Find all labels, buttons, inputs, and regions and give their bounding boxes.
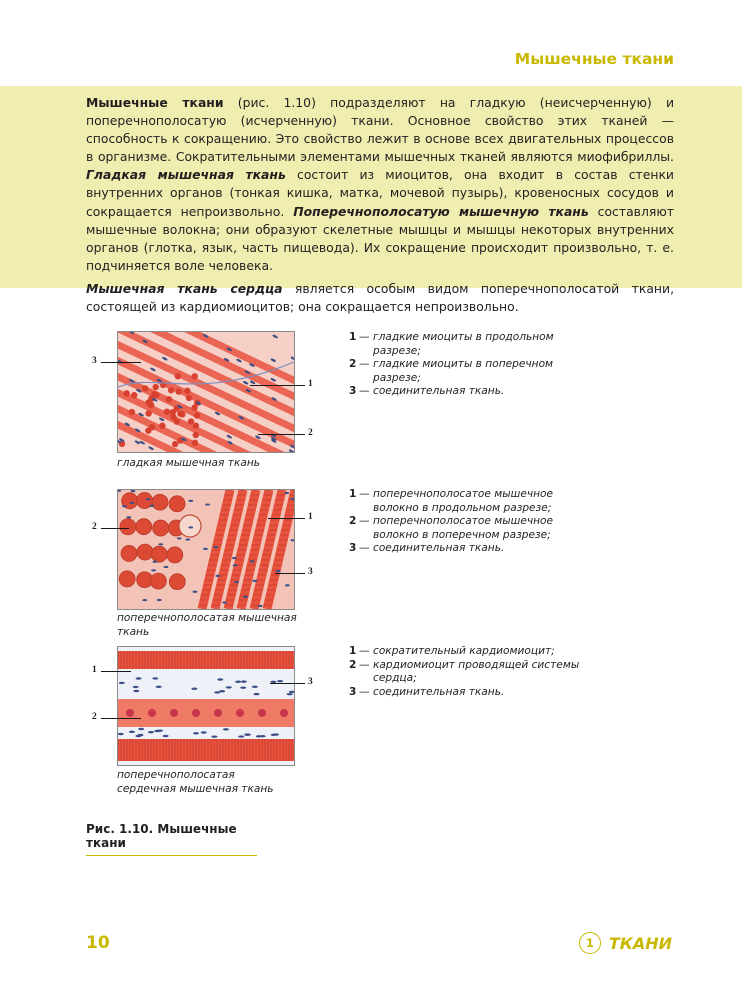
legend-dash: — xyxy=(359,542,370,554)
nucleus xyxy=(154,730,160,732)
nucleus xyxy=(240,687,246,689)
nucleus xyxy=(213,546,218,548)
legend-number: 3 xyxy=(349,685,357,698)
legend-number: 3 xyxy=(349,385,357,397)
nucleus xyxy=(138,728,144,730)
nucleus xyxy=(203,548,208,550)
fig1-leader-1 xyxy=(250,385,305,386)
fiber-cross-section xyxy=(119,571,135,587)
fig3-caption: поперечнополосатая сердечная мышечная ткань xyxy=(117,769,274,795)
vessel xyxy=(179,515,201,537)
nucleus xyxy=(285,584,290,586)
nucleus xyxy=(146,498,151,500)
cross-section-cell xyxy=(192,373,198,379)
fig2-leader-1 xyxy=(268,518,305,519)
nucleus xyxy=(238,735,244,737)
cross-section-cell xyxy=(131,392,137,398)
cross-section-cell xyxy=(170,409,176,415)
legend-item xyxy=(349,358,589,385)
legend-item xyxy=(349,331,589,358)
nucleus xyxy=(129,731,135,733)
fig3-leader-2 xyxy=(101,718,141,719)
fig2-legend xyxy=(349,488,589,556)
fiber-cross-section xyxy=(169,574,185,590)
cross-section-cell xyxy=(151,391,157,397)
cross-section-cell xyxy=(129,409,135,415)
legend-number: 2 xyxy=(349,358,357,370)
nucleus xyxy=(191,688,197,690)
nucleus xyxy=(258,605,263,607)
nucleus xyxy=(232,557,237,559)
fig2-leader-3 xyxy=(275,573,305,574)
intro-run: Поперечнополосатую мышечную ткань xyxy=(293,203,589,219)
fig3-leader-1 xyxy=(101,671,131,672)
nucleus xyxy=(217,678,223,680)
conducting-nucleus xyxy=(170,709,178,717)
cross-section-cell xyxy=(164,408,170,414)
cross-section-cell xyxy=(175,388,181,394)
cross-section-cell xyxy=(149,424,155,430)
legend-text: соединительная ткань. xyxy=(373,542,505,554)
legend-dash: — xyxy=(359,331,370,343)
fig1-caption: гладкая мышечная ткань xyxy=(117,457,261,469)
nucleus xyxy=(276,570,281,572)
cross-section-cell xyxy=(192,440,198,446)
nucleus xyxy=(243,596,248,598)
fig2-caption: поперечнополосатая мышечная ткань xyxy=(117,612,297,638)
intro-run: является особым видом поперечнополосатой ткани, состоящей из кардиомиоцитов; она сокращается непроизвольно. xyxy=(86,280,675,315)
nucleus xyxy=(234,581,239,583)
nucleus xyxy=(192,591,197,593)
nucleus xyxy=(188,500,193,502)
fiber-cross-section xyxy=(120,519,136,535)
intro-text xyxy=(86,94,674,321)
nucleus xyxy=(222,601,227,603)
nucleus xyxy=(215,575,220,577)
legend-item xyxy=(349,488,589,515)
nucleus xyxy=(122,505,127,507)
intro-paragraph-1 xyxy=(86,94,674,275)
nucleus xyxy=(157,599,162,601)
figure-title: Рис. 1.10. Мышечные ткани xyxy=(86,822,257,856)
nucleus xyxy=(156,686,162,688)
conducting-fiber xyxy=(118,699,294,727)
nucleus xyxy=(226,686,232,688)
conducting-nucleus xyxy=(280,709,288,717)
intro-run: составляют мышечные волокна; они образуют скелетные мышцы и мышцы некоторых внутренних органов (глотка, язык, часть пищевода). Их сокращение происходит произвольно, т. е. подчиняется воле человека. xyxy=(86,203,674,273)
legend-text: поперечнополосатое мышечное волокно в поперечном разрезе; xyxy=(373,515,554,541)
nucleus xyxy=(138,734,144,736)
legend-number: 1 xyxy=(349,488,357,500)
nucleus xyxy=(126,516,131,518)
nucleus xyxy=(260,735,266,737)
legend-dash: — xyxy=(359,358,370,370)
fig3-leader-3 xyxy=(270,683,305,684)
striated-muscle-drawing xyxy=(118,490,294,609)
conducting-nucleus xyxy=(126,709,134,717)
legend-dash: — xyxy=(359,685,370,698)
conducting-nucleus xyxy=(236,709,244,717)
cross-section-cell xyxy=(186,395,192,401)
nucleus xyxy=(151,569,156,571)
cross-section-cell xyxy=(166,396,172,402)
nucleus xyxy=(254,693,260,695)
cross-section-cell xyxy=(145,399,151,405)
legend-dash: — xyxy=(359,658,370,671)
fig2-marker-1: 1 xyxy=(308,512,313,522)
nucleus xyxy=(131,490,136,492)
page-number: 10 xyxy=(86,933,110,953)
fig1-marker-3: 3 xyxy=(92,356,97,366)
legend-text: соединительная ткань. xyxy=(373,685,505,698)
legend-dash: — xyxy=(359,515,370,527)
fig2-marker-2: 2 xyxy=(92,522,97,532)
conducting-nucleus xyxy=(214,709,222,717)
conducting-nucleus xyxy=(148,709,156,717)
nucleus xyxy=(233,564,238,566)
fiber-cross-section xyxy=(137,544,153,560)
cross-section-cell xyxy=(145,410,151,416)
intro-run: Мышечные ткани xyxy=(86,95,224,110)
intro-run: состоит из миоцитов, она входит в состав стенки внутренних органов (тонкая кишка, матка, мочевой пузырь), кровеносных сосудов и сокращается непроизвольно. xyxy=(86,167,674,219)
nucleus xyxy=(133,690,139,692)
fiber-cross-section xyxy=(150,573,166,589)
legend-item xyxy=(349,686,589,700)
fig3-marker-3: 3 xyxy=(308,677,313,687)
nucleus xyxy=(277,680,283,682)
fig2-leader-2 xyxy=(101,528,129,529)
nucleus xyxy=(252,580,257,582)
cross-section-cell xyxy=(194,412,200,418)
nucleus xyxy=(177,537,182,539)
nucleus xyxy=(133,686,139,688)
chapter-number-circle: 1 xyxy=(579,932,601,954)
legend-number: 2 xyxy=(349,515,357,527)
legend-item xyxy=(349,542,589,556)
nucleus xyxy=(118,733,124,735)
cross-section-cell xyxy=(193,423,199,429)
cross-section-cell xyxy=(175,373,181,379)
nucleus xyxy=(163,735,169,737)
fiber-cross-section xyxy=(151,546,167,562)
nucleus xyxy=(148,731,154,733)
legend-text: кардиомиоцит проводящей системы сердца; xyxy=(373,658,580,684)
fiber-cross-section xyxy=(169,496,185,512)
fig2-marker-3: 3 xyxy=(308,567,313,577)
intro-paragraph-2 xyxy=(86,280,674,316)
legend-item xyxy=(349,385,589,399)
fiber-cross-section xyxy=(152,494,168,510)
nucleus xyxy=(211,735,217,737)
nucleus xyxy=(205,503,210,505)
cross-section-cell xyxy=(123,390,129,396)
fig1-legend xyxy=(349,331,589,399)
nucleus xyxy=(250,560,255,562)
conducting-nucleus xyxy=(192,709,200,717)
nucleus xyxy=(284,492,289,494)
nucleus xyxy=(164,566,169,568)
fig1-marker-1: 1 xyxy=(308,379,313,389)
legend-dash: — xyxy=(359,645,370,657)
fig3-marker-2: 2 xyxy=(92,712,97,722)
legend-dash: — xyxy=(359,385,370,397)
nucleus xyxy=(244,733,250,735)
legend-number: 2 xyxy=(349,658,357,671)
legend-number: 3 xyxy=(349,542,357,554)
nucleus xyxy=(273,733,279,735)
cross-section-cell xyxy=(193,432,199,438)
conducting-nucleus xyxy=(258,709,266,717)
intro-run: (рис. 1.10) подразделяют на гладкую (неисчерченную) и поперечнополосатую (исчерченную) ткани. Основное свойство этих тканей — способность к сокращению. Это свойство лежит в основе всех двигательных процессов в организме. Сократительными элементами мышечных тканей являются миофибриллы. xyxy=(86,95,674,165)
fiber-cross-section xyxy=(167,547,183,563)
nucleus xyxy=(214,691,220,693)
legend-number: 1 xyxy=(349,331,357,343)
fig1-leader-3 xyxy=(101,362,141,363)
nucleus xyxy=(136,677,142,679)
legend-item xyxy=(349,659,589,686)
nucleus xyxy=(287,693,293,695)
legend-item xyxy=(349,515,589,542)
cardiac-muscle-drawing xyxy=(118,647,294,765)
chapter-label: ТКАНИ xyxy=(608,933,672,953)
nucleus xyxy=(153,561,158,563)
cross-section-cell xyxy=(188,418,194,424)
legend-text: гладкие миоциты в продольном разрезе; xyxy=(373,331,554,357)
striated-muscle-illustration xyxy=(117,489,295,610)
chapter-marker xyxy=(579,932,672,954)
legend-text: гладкие миоциты в поперечном разрезе; xyxy=(373,358,554,384)
nucleus xyxy=(130,502,135,504)
legend-text: поперечнополосатое мышечное волокно в продольном разрезе; xyxy=(373,488,554,514)
nucleus xyxy=(142,599,147,601)
nucleus xyxy=(235,681,241,683)
section-title: Мышечные ткани xyxy=(514,50,674,68)
cross-section-cell xyxy=(142,385,148,391)
fig3-legend xyxy=(349,645,589,699)
cross-section-cell xyxy=(159,423,165,429)
nucleus xyxy=(152,677,158,679)
contractile-fiber xyxy=(118,739,294,761)
contractile-fiber xyxy=(118,651,294,669)
nucleus xyxy=(193,732,199,734)
legend-number: 1 xyxy=(349,645,357,657)
nucleus xyxy=(188,526,193,528)
cross-section-cell xyxy=(153,384,159,390)
nucleus xyxy=(201,731,207,733)
legend-text: сократительный кардиомиоцит; xyxy=(373,645,555,657)
intro-run: Гладкая мышечная ткань xyxy=(86,167,286,183)
cross-section-cell xyxy=(168,387,174,393)
intro-run: Мышечная ткань сердца xyxy=(86,280,283,296)
cross-section-cell xyxy=(184,388,190,394)
fiber-cross-section xyxy=(153,520,169,536)
fig1-marker-2: 2 xyxy=(308,428,313,438)
cross-section-cell xyxy=(172,441,178,447)
nucleus xyxy=(119,682,125,684)
fiber-cross-section xyxy=(136,519,152,535)
nucleus xyxy=(223,728,229,730)
cardiac-muscle-illustration xyxy=(117,646,295,766)
fig3-marker-1: 1 xyxy=(92,665,97,675)
cross-section-cell xyxy=(179,411,185,417)
legend-item xyxy=(349,645,589,659)
fiber-cross-section xyxy=(121,545,137,561)
fig1-leader-2 xyxy=(258,434,305,435)
legend-text: соединительная ткань. xyxy=(373,385,505,397)
legend-dash: — xyxy=(359,488,370,500)
nucleus xyxy=(241,680,247,682)
nucleus xyxy=(185,538,190,540)
nucleus xyxy=(149,505,154,507)
nucleus xyxy=(252,686,258,688)
nucleus xyxy=(219,690,225,692)
nucleus xyxy=(158,543,163,545)
